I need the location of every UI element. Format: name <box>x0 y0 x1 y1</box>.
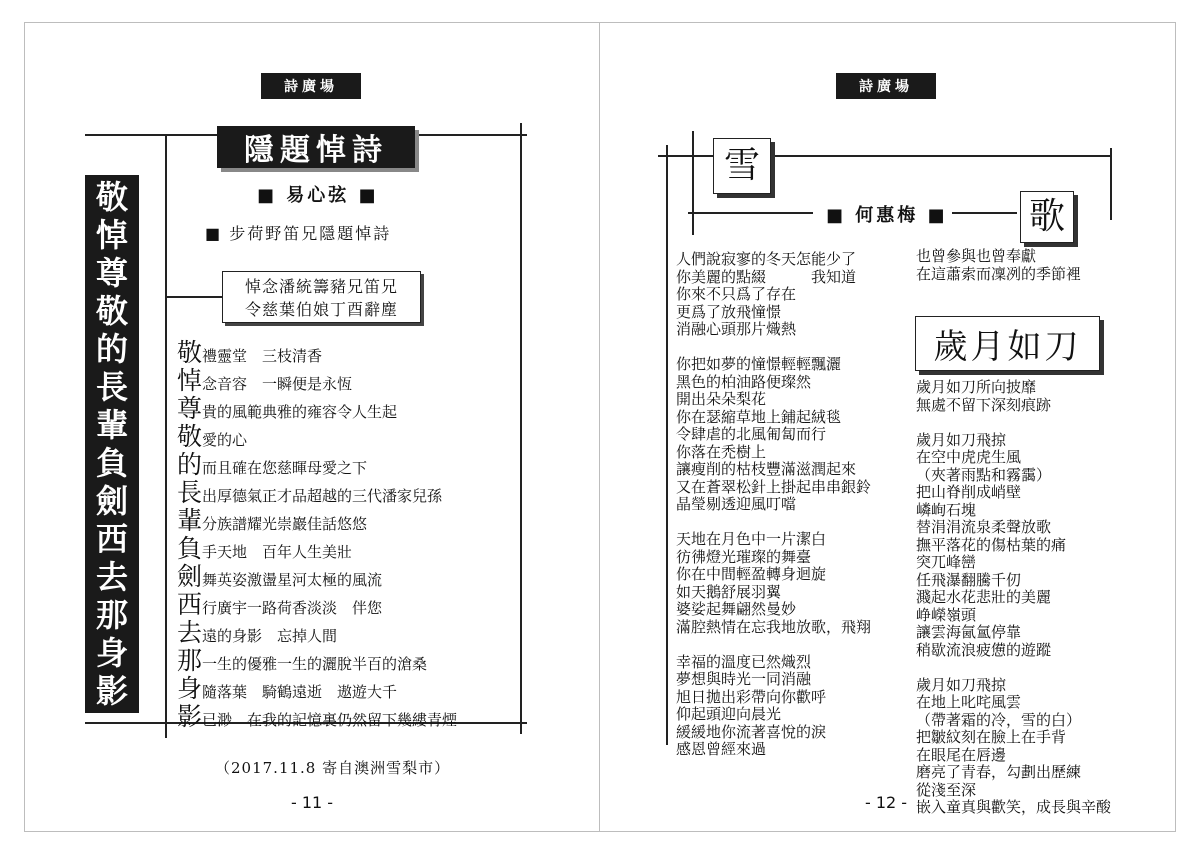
poem-line-text: 出厚德氣正才品超越的三代潘家兒孫 <box>202 487 443 505</box>
vertical-title-char: 的 <box>95 330 128 368</box>
poem-line: 嶙峋石塊 <box>916 500 977 519</box>
poem-line: 任飛瀑翻騰千仞 <box>916 570 1022 589</box>
poem-line: 突兀峰巒 <box>916 553 977 571</box>
dedication-line: 悼念潘統籌豬兄笛兄 <box>244 277 398 296</box>
poem-line: 在這蕭索而凜冽的季節裡 <box>916 264 1082 283</box>
poem-line <box>177 591 517 619</box>
poem-line-text: 舞英姿激盪星河太極的風流 <box>202 571 383 589</box>
acrostic-char: 身 <box>177 674 203 703</box>
page-number: - 11 - <box>291 793 334 812</box>
poem-line: 幸福的溫度已然熾烈 <box>676 652 812 671</box>
stanza <box>676 356 871 514</box>
poem-line-text: 念音容 一瞬便是永恆 <box>202 375 353 393</box>
poem-author: ■ 易心弦 ■ <box>257 185 379 206</box>
poem-line: 又在蒼翠松針上掛起串串銀鈴 <box>676 477 872 496</box>
acrostic-char: 西 <box>177 590 203 619</box>
poem-line: 稍歇流浪疲憊的遊蹤 <box>916 640 1052 659</box>
poem-line: 在空中虎虎生風 <box>916 448 1022 466</box>
poem-line-text: 貴的風範典雅的雍容令人生起 <box>202 403 398 421</box>
poem-line: 人們說寂寥的冬天怎能少了 <box>676 250 857 268</box>
acrostic-char: 輩 <box>177 506 203 535</box>
vertical-title-char: 影 <box>95 672 128 710</box>
stanza <box>916 379 1111 414</box>
poem-line: 開出朵朵梨花 <box>676 390 767 408</box>
poem-line <box>177 367 517 395</box>
poem-line-text: 一生的優雅一生的灑脫半百的滄桑 <box>202 655 428 673</box>
acrostic-char: 敬 <box>177 338 203 367</box>
poem-line: 更爲了放飛憧憬 <box>676 302 782 321</box>
dedication-line: 令慈葉伯娘丁酉辭塵 <box>244 300 398 319</box>
stanza <box>676 654 871 759</box>
acrostic-char: 去 <box>177 618 203 647</box>
page-number: - 12 - <box>865 793 908 812</box>
poem-line: 歲月如刀飛掠 <box>916 675 1007 694</box>
author-left-line <box>688 212 813 214</box>
frame-left-line <box>666 145 668 745</box>
poem-line: 感恩曾經來過 <box>676 740 767 758</box>
poem-line <box>177 619 517 647</box>
footer-note: （2017.11.8 寄自澳洲雪梨市） <box>215 759 451 777</box>
poem-line <box>177 647 517 675</box>
frame-right-line <box>1110 148 1112 220</box>
acrostic-poem <box>177 339 517 731</box>
poem-line: 從淺至深 <box>916 780 977 799</box>
acrostic-char: 悼 <box>177 366 203 395</box>
left-page <box>24 22 600 832</box>
acrostic-char: 尊 <box>177 394 203 423</box>
poem-line <box>177 479 517 507</box>
poem-line-text: 愛的心 <box>202 431 248 449</box>
poem-line: 你在中間輕盈轉身迴旋 <box>676 565 827 583</box>
poem-line: 婆娑起舞翩然曼妙 <box>676 600 797 618</box>
acrostic-char: 劍 <box>177 562 203 591</box>
poem-line: 夢想與時光一同消融 <box>676 670 812 688</box>
poem-line: 旭日拋出彩帶向你歡呼 <box>676 687 827 706</box>
poem-line: 歲月如刀所向披靡 <box>916 378 1037 396</box>
poem-subtitle-box: 歲月如刀 <box>915 316 1100 371</box>
poem-line: 在地上叱咤風雲 <box>916 693 1022 711</box>
poem-line: 替涓涓流泉柔聲放歌 <box>916 518 1052 536</box>
poem-line: 天地在月色中一片潔白 <box>676 530 827 548</box>
poem-line: 磨亮了青春，勾劃出歷練 <box>916 763 1082 781</box>
poem-line: 滿腔熱情在忘我地放歌，飛翔 <box>676 617 872 636</box>
stanza <box>916 432 1111 660</box>
poem-line-text: 而且確在您慈暉母愛之下 <box>202 459 368 477</box>
poem-line-text: 遠的身影 忘掉人間 <box>202 627 338 645</box>
frame-right-line <box>520 123 522 734</box>
poem-line: 緩緩地你流著喜悅的淚 <box>676 722 827 741</box>
poem-line: （帶著霜的冷，雪的白） <box>916 710 1082 729</box>
poem-line: 濺起水花悲壯的美麗 <box>916 588 1052 606</box>
poem-line <box>177 563 517 591</box>
poem-title: 隱題悼詩 <box>217 126 415 168</box>
dedication-box <box>222 271 421 323</box>
title-char-box: 歌 <box>1020 191 1074 243</box>
poem-line: 仰起頭迎向晨光 <box>676 705 782 723</box>
poem-line-text: 已渺 在我的記憶裏仍然留下幾縷青煙 <box>202 711 458 729</box>
vertical-title-char: 那 <box>95 596 128 634</box>
right-page <box>600 22 1176 832</box>
poem-line: 你落在禿樹上 <box>676 442 767 461</box>
poem-line-text: 行廣宇一路荷香淡淡 伴您 <box>202 599 383 617</box>
poem-line <box>177 535 517 563</box>
vertical-title-char: 西 <box>95 520 128 558</box>
poem-line: 消融心頭那片熾熱 <box>676 320 797 338</box>
acrostic-char: 影 <box>177 702 203 731</box>
poem-line: 令肆虐的北風匍匐而行 <box>676 425 827 443</box>
poem-line-text: 分族譜耀光崇巖佳話悠悠 <box>202 515 368 533</box>
poem-line-text: 禮靈堂 三枝清香 <box>202 347 323 365</box>
poem-line <box>177 703 517 731</box>
poem-subtitle: ■ 步荷野笛兄隱題悼詩 <box>205 224 392 243</box>
section-header: 詩廣場 <box>836 73 936 99</box>
poem-line: 歲月如刀飛掠 <box>916 430 1007 449</box>
poem-line: 你在瑟縮草地上鋪起絨毯 <box>676 407 842 426</box>
stanza <box>676 531 871 636</box>
dedication-connector <box>165 296 225 298</box>
title-char-box: 雪 <box>713 138 771 194</box>
vertical-title-char: 悼 <box>95 216 128 254</box>
poem-column-2-intro <box>916 248 1081 283</box>
poem-column-1 <box>676 251 871 759</box>
stanza <box>676 251 871 339</box>
poem-line: 晶瑩剔透迎風叮噹 <box>676 495 797 513</box>
poem-line: 峥嶸嶺頭 <box>916 605 977 624</box>
vertical-title-char: 去 <box>95 558 128 596</box>
poem-line-text: 手天地 百年人生美壯 <box>202 543 353 561</box>
poem-line: 撫平落花的傷枯葉的痛 <box>916 535 1067 554</box>
poem-column-2 <box>916 379 1111 817</box>
poem-line: 讓瘦削的枯枝豐滿滋潤起來 <box>676 460 857 478</box>
poem-line: 讓雲海氤氳停靠 <box>916 623 1022 641</box>
vertical-title-char: 敬 <box>95 292 128 330</box>
vertical-title-char: 敬 <box>95 178 128 216</box>
poem-line <box>177 451 517 479</box>
vertical-title-char: 輩 <box>95 406 128 444</box>
poem-author: ■ 何惠梅 ■ <box>826 205 948 226</box>
acrostic-char: 那 <box>177 646 203 675</box>
poem-line <box>177 395 517 423</box>
poem-line: 嵌入童真與歡笑，成長與辛酸 <box>916 798 1112 816</box>
poem-line: 你美麗的點綴 我知道 <box>676 267 857 286</box>
section-header: 詩廣場 <box>261 73 361 99</box>
poem-line: 也曾參與也曾奉獻 <box>916 247 1037 265</box>
vertical-title-char: 身 <box>95 634 128 672</box>
stanza <box>916 677 1111 817</box>
frame-left-line <box>165 134 167 738</box>
poem-line: 把山脊削成峭壁 <box>916 483 1022 501</box>
acrostic-char: 的 <box>177 450 203 479</box>
author-right-line <box>952 212 1017 214</box>
poem-line: 無處不留下深刻痕跡 <box>916 395 1052 414</box>
poem-line <box>177 675 517 703</box>
vertical-title-char: 長 <box>95 368 128 406</box>
poem-line-text: 隨落葉 騎鶴遠逝 遨遊大千 <box>202 683 398 701</box>
vertical-title <box>85 175 139 713</box>
vertical-title-char: 負 <box>95 444 128 482</box>
acrostic-char: 長 <box>177 478 203 507</box>
vertical-title-char: 劍 <box>95 482 128 520</box>
poem-line: 彷彿燈光璀璨的舞臺 <box>676 547 812 566</box>
poem-line <box>177 423 517 451</box>
vertical-title-char: 尊 <box>95 254 128 292</box>
poem-line: 你來不只爲了存在 <box>676 285 797 303</box>
acrostic-char: 敬 <box>177 422 203 451</box>
poem-line <box>177 339 517 367</box>
poem-line <box>177 507 517 535</box>
poem-line: 在眼尾在唇邊 <box>916 745 1007 764</box>
poem-line: 如天鵝舒展羽翼 <box>676 582 782 601</box>
poem-line: 你把如夢的憧憬輕輕飄灑 <box>676 355 842 373</box>
frame-inner-vertical-line <box>692 131 694 235</box>
poem-line: 把皺紋刻在臉上在手背 <box>916 728 1067 746</box>
poem-line: （夾著雨點和霧靄） <box>916 465 1052 484</box>
poem-line: 黑色的柏油路便璨然 <box>676 372 812 391</box>
acrostic-char: 負 <box>177 534 203 563</box>
